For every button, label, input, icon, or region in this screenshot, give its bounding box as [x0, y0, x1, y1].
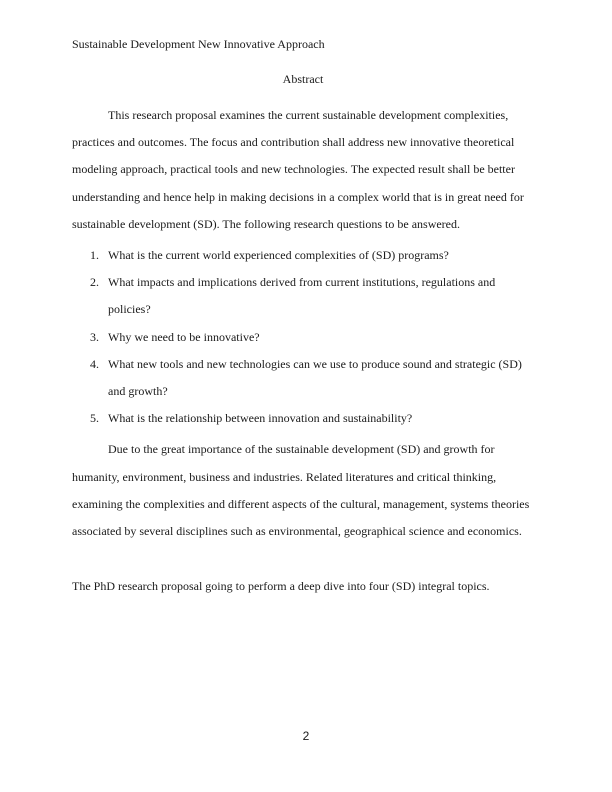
list-item-text: What is the current world experienced complexities of (SD) programs?	[108, 248, 449, 263]
page-number: 2	[302, 729, 310, 743]
abstract-paragraph-1: This research proposal examines the current sustainable development complexities, practices and outcomes. The focus and contribution shall address new innovative theoretical modeling approach, practical tools and new technologies. The expected result shall be better understanding and hence help in making decisions in a complex world that is in great need for sustainable development (SD). The following research questions to be answered.	[72, 108, 524, 231]
list-item-text: Why we need to be innovative?	[108, 329, 260, 344]
document-body	[72, 70, 534, 600]
list-item-number: 3.	[90, 329, 99, 344]
list-item-number: 5.	[90, 411, 99, 426]
running-head: Sustainable Development New Innovative Approach	[72, 37, 325, 51]
list-item-number: 4.	[90, 356, 99, 371]
list-item	[72, 351, 534, 405]
list-item-number: 1.	[90, 248, 99, 263]
list-item	[72, 242, 534, 269]
abstract-title: Abstract	[282, 72, 324, 86]
list-item	[72, 405, 534, 432]
research-questions-list	[72, 242, 534, 432]
list-item-text: What impacts and implications derived from current institutions, regulations and policies?	[108, 275, 496, 317]
paragraph-spacer	[72, 545, 534, 573]
list-item-text: What new tools and new technologies can we use to produce sound and strategic (SD) and growth?	[108, 356, 522, 399]
abstract-paragraph-2: Due to the great importance of the sustainable development (SD) and growth for humanity, environment, business and industries. Related literatures and critical thinking, examining the complexities and different aspects of the cultural, management, systems theories associated by several disciplines such as environmental, geographical science and economics.	[72, 442, 530, 539]
list-item	[72, 324, 534, 351]
list-item-text: What is the relationship between innovation and sustainability?	[108, 411, 413, 426]
abstract-paragraph-3: The PhD research proposal going to perform a deep dive into four (SD) integral topics.	[72, 579, 490, 594]
list-item-number: 2.	[90, 275, 99, 290]
list-item	[72, 269, 534, 323]
